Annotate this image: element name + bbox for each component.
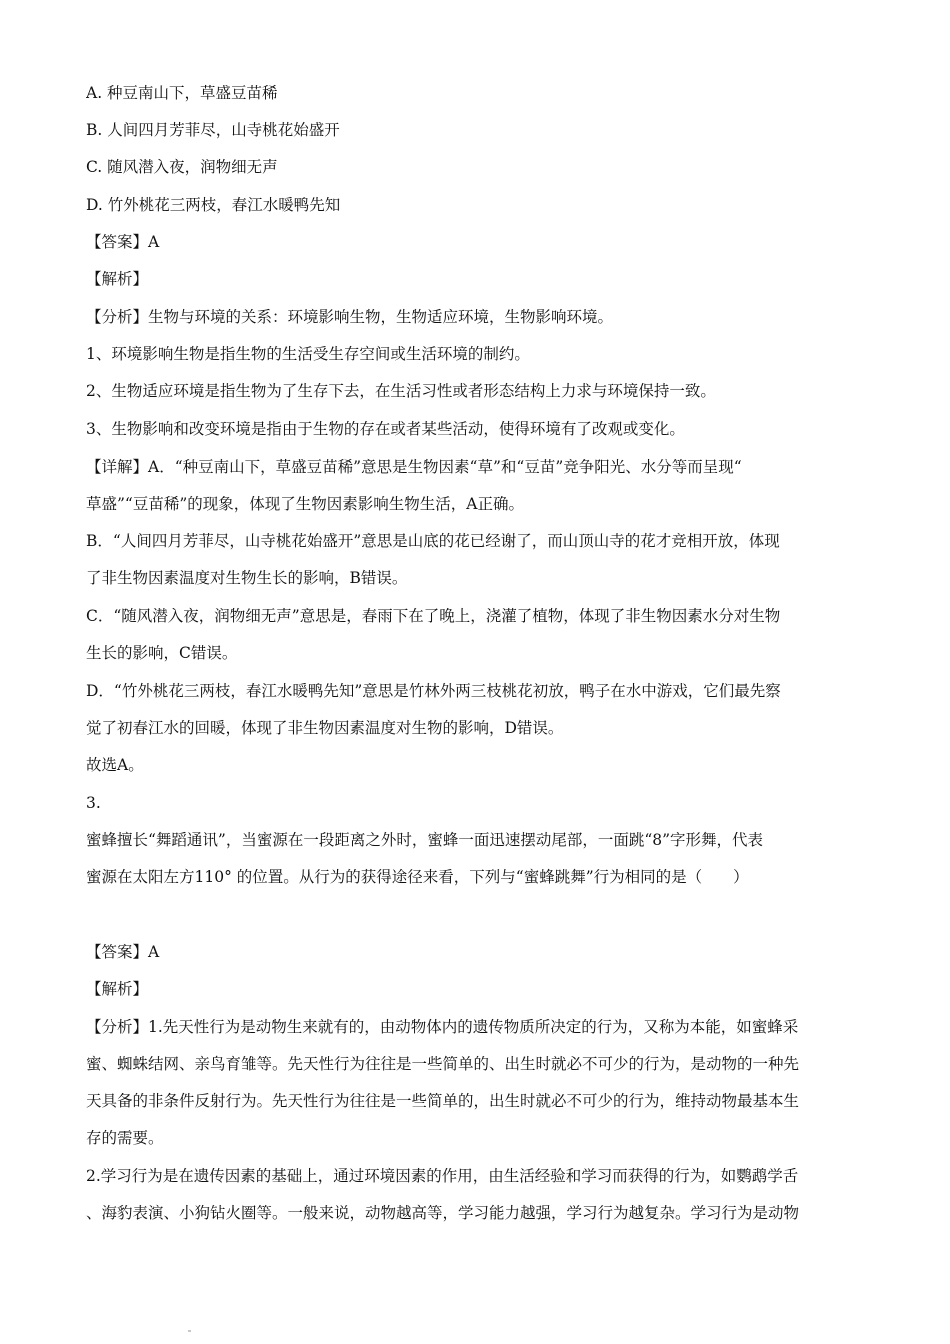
q3-analysis-line: 2.学习行为是在遗传因素的基础上，通过环境因素的作用，由生活经验和学习而获得的行为，如鹦鹉学舌 (86, 1167, 799, 1185)
q2-answer: 【答案】A (86, 233, 160, 251)
q2-analysis-line: 生长的影响，C错误。 (86, 644, 238, 662)
q2-analysis-line: B．“人间四月芳菲尽，山寺桃花始盛开”意思是山底的花已经谢了，而山顶山寺的花才竞相开放，体现 (86, 532, 780, 550)
q2-analysis-line: 觉了初春江水的回暖，体现了非生物因素温度对生物的影响，D错误。 (86, 719, 564, 737)
q3-analysis-line: 蜜、蜘蛛结网、亲鸟育雏等。先天性行为往往是一些简单的、出生时就必不可少的行为，是动物的一种先 (86, 1055, 800, 1073)
q2-analysis-line: 了非生物因素温度对生物生长的影响，B错误。 (86, 569, 408, 587)
q2-option-d: D. 竹外桃花三两枝，春江水暖鸭先知 (86, 196, 341, 214)
q2-analysis-line: C．“随风潜入夜，润物细无声”意思是，春雨下在了晚上，浇灌了植物，体现了非生物因素水分对生物 (86, 607, 781, 625)
q2-option-a: A. 种豆南山下，草盛豆苗稀 (86, 84, 278, 102)
q3-analysis-line: 天具备的非条件反射行为。先天性行为往往是一些简单的，出生时就必不可少的行为，维持动物最基本生 (86, 1092, 800, 1110)
page-speck (188, 1330, 191, 1332)
q2-analysis-heading: 【解析】 (86, 270, 149, 288)
q3-number: 3. (86, 794, 101, 812)
q3-analysis-line: 、海豹表演、小狗钻火圈等。一般来说，动物越高等，学习能力越强，学习行为越复杂。学习行为是动物 (86, 1204, 800, 1222)
q2-analysis-line: 2、生物适应环境是指生物为了生存下去，在生活习性或者形态结构上力求与环境保持一致。 (86, 382, 716, 400)
q2-option-b: B. 人间四月芳菲尽，山寺桃花始盛开 (86, 121, 340, 139)
q2-option-c: C. 随风潜入夜，润物细无声 (86, 158, 278, 176)
q3-stem-line: 蜜蜂擅长“舞蹈通讯”，当蜜源在一段距离之外时，蜜蜂一面迅速摆动尾部，一面跳“8”字形舞，代表 (86, 831, 764, 849)
q2-analysis-line: 【分析】生物与环境的关系：环境影响生物，生物适应环境，生物影响环境。 (86, 308, 614, 326)
q3-analysis-heading: 【解析】 (86, 980, 149, 998)
q3-analysis-line: 存的需要。 (86, 1129, 164, 1147)
q2-analysis-line: 故选A。 (86, 756, 144, 774)
q2-analysis-line: 1、环境影响生物是指生物的生活受生存空间或生活环境的制约。 (86, 345, 530, 363)
q2-analysis-line: 3、生物影响和改变环境是指由于生物的存在或者某些活动，使得环境有了改观或变化。 (86, 420, 685, 438)
q2-analysis-line: D．“竹外桃花三两枝，春江水暖鸭先知”意思是竹林外两三枝桃花初放，鸭子在水中游戏，它们最先察 (86, 682, 781, 700)
q3-answer: 【答案】A (86, 943, 160, 961)
q3-stem-line: 蜜源在太阳左方110° 的位置。从行为的获得途径来看，下列与“蜜蜂跳舞”行为相同的是（ ） (86, 868, 749, 886)
q3-analysis-line: 【分析】1.先天性行为是动物生来就有的，由动物体内的遗传物质所决定的行为，又称为本能，如蜜蜂采 (86, 1018, 799, 1036)
q2-analysis-line: 【详解】A．“种豆南山下，草盛豆苗稀”意思是生物因素“草”和“豆苗”竞争阳光、水分等而呈现“ (86, 458, 742, 476)
q2-analysis-line: 草盛”“豆苗稀”的现象，体现了生物因素影响生物生活，A正确。 (86, 495, 524, 513)
